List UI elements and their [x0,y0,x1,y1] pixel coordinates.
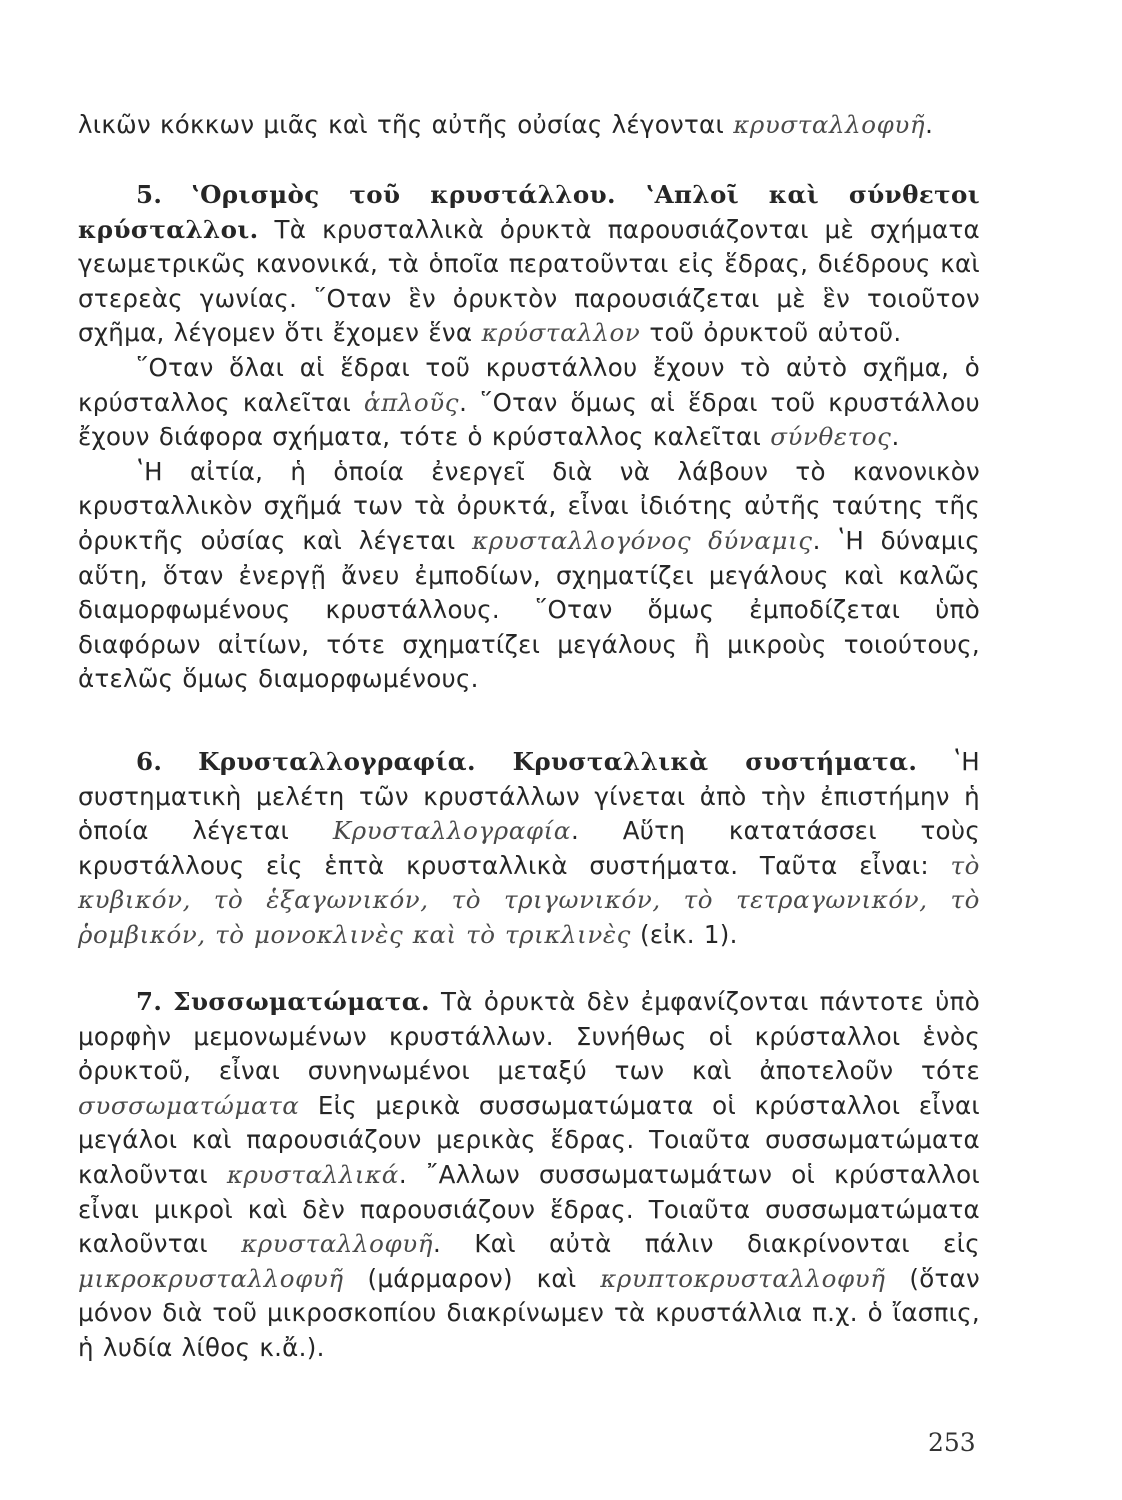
text-run: . ῞Οταν ὅμως αἱ ἕδραι τοῦ κρυστάλλου ἔχουν διάφορα σχήματα, τότε ὁ κρύσταλλος καλεῖται [78,387,980,452]
section-6 [78,745,980,953]
text-run: ʽΗ αἰτία, ἡ ὁποία ἐνεργεῖ διὰ νὰ λάβουν τὸ κανονικὸν κρυσταλλικὸν σχῆμά των τὰ ὀρυκτά, εἶναι ἰδιότης αὐτῆς ταύτης τῆς ὀρυκτῆς οὐσίας καὶ λέγεται [78,456,980,555]
text-run: Εἰς μερικὰ συσσωματώματα οἱ κρύσταλλοι εἶναι μεγάλοι καὶ παρουσιάζουν μερικὰς ἕδρας. Τοιαῦτα συσσωματώματα καλοῦνται [78,1090,980,1189]
text-run: . [891,422,900,452]
text-run: (ὅταν μόνον διὰ τοῦ μικροσκοπίου διακρίνωμεν τὰ κρυστάλλια π.χ. ὁ ἴασπις, ἡ λυδία λίθος κ.ἄ.). [78,1263,980,1362]
italic-term: σύνθετος [770,422,892,452]
paragraph [78,985,980,1366]
paragraph [78,455,980,697]
paragraph [78,351,980,455]
text-run: . ῎Αλλων συσσωματωμάτων οἱ κρύσταλλοι εἶναι μικροὶ καὶ δὲν παρουσιάζουν ἕδρας. Τοιαῦτα συσσωματώματα καλοῦνται [78,1159,981,1259]
text-run: (εἰκ. 1). [630,919,738,949]
text-run: ῞Οταν ὅλαι αἱ ἕδραι τοῦ κρυστάλλου ἔχουν τὸ αὐτὸ σχῆμα, ὁ κρύσταλλος καλεῖται [78,352,980,417]
italic-term: κρύσταλλον [481,318,641,348]
text-run: Τὰ κρυσταλλικὰ ὀρυκτὰ παρουσιάζονται μὲ σχήματα γεωμετρικῶς κανονικά, τὰ ὁποῖα περατοῦνται εἰς ἕδρας, διέδρους καὶ στερεὰς γωνίας. ῞Οταν ἓν ὀρυκτὸν παρουσιάζεται μὲ ἓν τοιοῦτον σχῆμα, λέγομεν ὅτι ἔχομεν ἕνα [78,214,980,348]
italic-term: κρυπτοκρυσταλλοφυῆ [600,1263,886,1293]
text-run: . Αὕτη κατατάσσει τοὺς κρυστάλλους εἰς ἑπτὰ κρυσταλλικὰ συστήματα. Ταῦτα εἶναι: [78,816,980,880]
section-heading: Κρυσταλλογραφία. Κρυσταλλικὰ συστήματα. [198,747,918,776]
paragraph [78,108,980,143]
text-run: Τὰ ὀρυκτὰ δὲν ἐμφανίζονται πάντοτε ὑπὸ μορφὴν μεμονωμένων κρυστάλλων. Συνήθως οἱ κρύσταλλοι ἑνὸς ὀρυκτοῦ, εἶναι συνηνωμένοι μεταξύ των καὶ ἀποτελοῦν τότε [78,987,980,1086]
italic-term: τὸ κυβικόν, τὸ ἑξαγωνικόν, τὸ τριγωνικόν, τὸ τετραγωνικόν, τὸ ῥομβικόν, τὸ μονοκλινὲς καὶ τὸ τρικλινὲς [78,850,980,949]
italic-term: κρυσταλλοφυῆ [733,110,926,139]
section-heading: ʽΟρισμὸς τοῦ κρυστάλλου. ʽΑπλοῖ καὶ σύνθετοι κρύσταλλοι. [78,180,980,244]
section-7 [78,985,980,1366]
text-run: ʽΗ συστηματικὴ μελέτη τῶν κρυστάλλων γίνεται ἀπὸ τὴν ἐπιστήμην ἡ ὁποία λέγεται [78,747,980,846]
text-run: . ʽΗ δύναμις αὕτη, ὅταν ἐνεργῇ ἄνευ ἐμποδίων, σχηματίζει μεγάλους καὶ καλῶς διαμορφωμένους κρυστάλλους. ῞Οταν ὅμως ἐμποδίζεται ὑπὸ διαφόρων αἰτίων, τότε σχηματίζει μεγάλους ἢ μικροὺς τοιούτους, ἀτελῶς ὅμως διαμορφωμένους. [78,525,980,694]
page-number: 253 [928,1428,976,1457]
section-number: 6. [136,747,163,776]
paragraph [78,178,980,351]
italic-term: κρυσταλλικά [226,1159,399,1189]
text-run: λικῶν κόκκων μιᾶς καὶ τῆς αὐτῆς οὐσίας λέγονται [78,110,734,139]
section-number: 5. [136,180,163,209]
italic-term: μικροκρυσταλλοφυῆ [78,1263,344,1293]
italic-term: κρυσταλλογόνος δύναμις [472,525,813,555]
italic-term: συσσωματώματα [78,1090,300,1120]
section-number: 7. [136,987,163,1016]
section-heading: Συσσωματώματα. [173,987,430,1016]
paragraph [78,745,980,953]
italic-term: κρυσταλλοφυῆ [241,1229,434,1259]
text-run: τοῦ ὀρυκτοῦ αὐτοῦ. [640,318,902,348]
italic-term: ἁπλοῦς [363,387,460,417]
text-run: . Καὶ αὐτὰ πάλιν διακρίνονται εἰς [433,1229,980,1259]
continuation-paragraph [78,108,980,143]
text-run: . [925,110,934,139]
text-run: (μάρμαρον) καὶ [343,1263,601,1293]
italic-term: Κρυσταλλογραφία [332,816,571,846]
section-5 [78,178,980,697]
